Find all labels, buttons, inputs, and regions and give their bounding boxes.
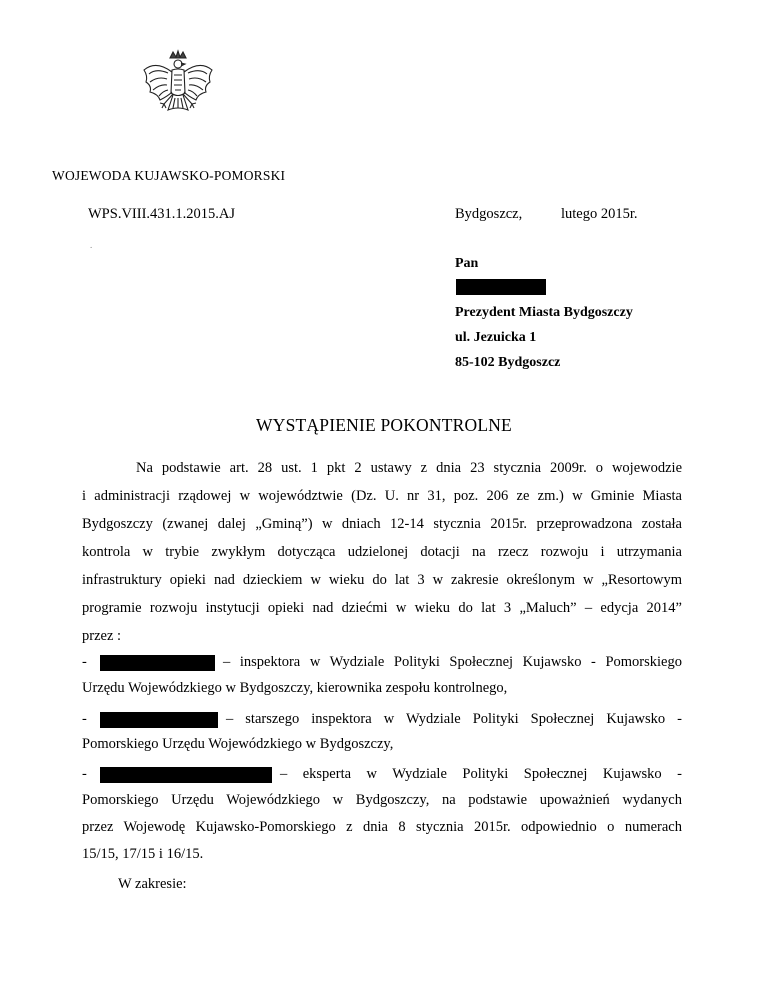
addressee-postal: 85-102 Bydgoszcz	[455, 355, 561, 370]
body-line: Bydgoszczy (zwanej dalej „Gminą”) w dniach 12-14 stycznia 2015r. przeprowadzona została	[82, 516, 682, 532]
inspector-entry	[82, 654, 682, 671]
redacted-inspector-name	[100, 655, 215, 671]
inspector-role: – eksperta w Wydziale Polityki Społecznej Kujawsko -	[280, 766, 682, 782]
inspector-role-continued: przez Wojewodę Kujawsko-Pomorskiego z dnia 8 stycznia 2015r. odpowiednio o numerach	[82, 819, 682, 835]
inspector-role: – inspektora w Wydziale Polityki Społecznej Kujawsko - Pomorskiego	[223, 654, 682, 670]
eagle-emblem-icon	[138, 48, 218, 128]
list-dash: -	[82, 711, 87, 727]
addressee-position: Prezydent Miasta Bydgoszczy	[455, 305, 633, 320]
stray-mark: .	[90, 240, 93, 250]
issuing-authority: WOJEWODA KUJAWSKO-POMORSKI	[52, 168, 286, 183]
redacted-inspector-name	[100, 767, 272, 783]
body-line: i administracji rządowej w województwie (Dz. U. nr 31, poz. 206 ze zm.) w Gminie Miasta	[82, 488, 682, 504]
redacted-addressee-name	[456, 279, 546, 295]
body-line: programie rozwoju instytucji opieki nad dziećmi w wieku do lat 3 „Maluch” – edycja 2014”	[82, 600, 682, 616]
city: Bydgoszcz,	[455, 206, 523, 222]
inspector-role-continued: Urzędu Wojewódzkiego w Bydgoszczy, kierownika zespołu kontrolnego,	[82, 680, 508, 696]
body-line: przez :	[82, 628, 122, 644]
addressee-street: ul. Jezuicka 1	[455, 330, 537, 345]
inspector-role-continued: Pomorskiego Urzędu Wojewódzkiego w Bydgoszczy,	[82, 736, 394, 752]
inspector-entry	[82, 766, 682, 783]
list-dash: -	[82, 654, 87, 670]
inspector-entry	[82, 711, 682, 728]
inspector-role-continued: 15/15, 17/15 i 16/15.	[82, 846, 204, 862]
scope-intro: W zakresie:	[118, 876, 187, 892]
addressee-salutation: Pan	[455, 256, 479, 271]
body-line: Na podstawie art. 28 ust. 1 pkt 2 ustawy z dnia 23 stycznia 2009r. o wojewodzie	[136, 460, 682, 476]
redacted-inspector-name	[100, 712, 218, 728]
letter-date: lutego 2015r.	[561, 206, 638, 222]
inspector-role-continued: Pomorskiego Urzędu Wojewódzkiego w Bydgoszczy, na podstawie upoważnień wydanych	[82, 792, 682, 808]
document-title: WYSTĄPIENIE POKONTROLNE	[256, 415, 512, 435]
body-line: kontrola w trybie zwykłym dotycząca udzielonej dotacji na rzecz rozwoju i utrzymania	[82, 544, 682, 560]
body-line: infrastruktury opieki nad dzieckiem w wieku do lat 3 w zakresie określonym w „Resortowym	[82, 572, 682, 588]
reference-number: WPS.VIII.431.1.2015.AJ	[88, 206, 236, 222]
inspector-role: – starszego inspektora w Wydziale Polityki Społecznej Kujawsko -	[226, 711, 682, 727]
list-dash: -	[82, 766, 87, 782]
